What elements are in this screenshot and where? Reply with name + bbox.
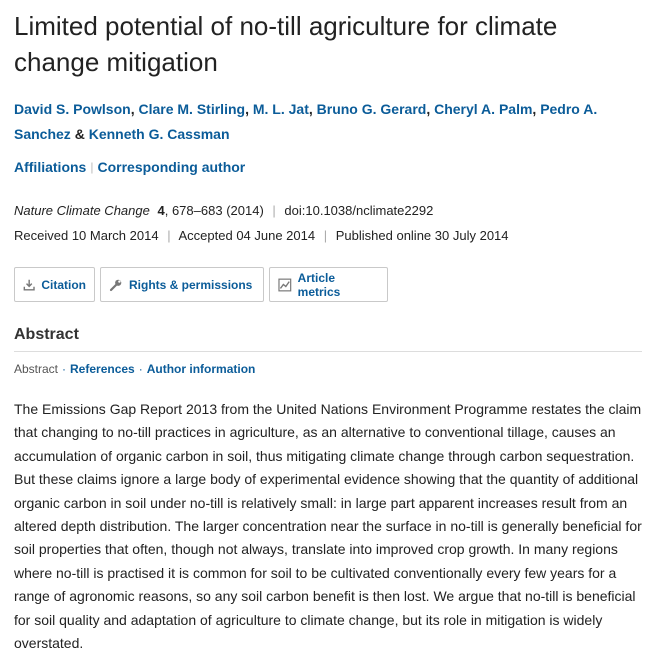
author-link[interactable]: Bruno G. Gerard bbox=[316, 101, 427, 117]
nav-current-abstract: Abstract bbox=[14, 362, 59, 376]
section-nav: Abstract · References · Author information bbox=[14, 362, 256, 376]
author-link[interactable]: Clare M. Stirling bbox=[138, 101, 246, 117]
author-link[interactable]: Pedro A. Sanchez bbox=[14, 101, 598, 142]
author-link[interactable]: Cheryl A. Palm bbox=[434, 101, 533, 117]
journal-year: (2014) bbox=[226, 203, 264, 218]
nav-references-link[interactable]: References bbox=[70, 362, 135, 376]
abstract-heading: Abstract bbox=[14, 326, 79, 343]
author-link[interactable]: David S. Powlson bbox=[14, 101, 131, 117]
accepted-label: Accepted bbox=[178, 228, 233, 243]
author-link[interactable]: Kenneth G. Cassman bbox=[88, 126, 230, 142]
published-label: Published online bbox=[335, 228, 432, 243]
metrics-label: Article metrics bbox=[297, 270, 341, 299]
article-metrics-button[interactable] bbox=[269, 267, 388, 302]
download-icon bbox=[23, 278, 35, 292]
divider: | bbox=[323, 228, 328, 243]
author-list: David S. Powlson, Clare M. Stirling, M. L. Jat, Bruno G. Gerard, Cheryl A. Palm, Pedro A. Sanchez & Kenneth G. Cassman bbox=[14, 101, 598, 142]
rights-permissions-button[interactable] bbox=[100, 267, 264, 302]
author-link[interactable]: M. L. Jat bbox=[252, 101, 309, 117]
abstract-body: The Emissions Gap Report 2013 from the United Nations Environment Programme restates the claim that changing to no-till practices in agriculture, as an alternative to conventional tillage, causes an accumulation of organic carbon in soil, thus mitigating climate change through carbon sequestration. But these claims ignore a large body of experimental evidence showing that the quantity of additional organic carbon in soil under no-till is relatively small: in large part apparent increases result from an altered depth distribution. The larger concentration near the surface in no-till is generally beneficial for soil properties that often, though not always, translate into improved crop growth. In many regions where no-till is practised it is common for soil to be cultivated conventionally every few years for a range of agronomic reasons, so any soil carbon benefit is then lost. We argue that no-till is beneficial for soil quality and adaptation of agriculture to climate change, but its role in mitigation is widely overstated. bbox=[14, 401, 642, 652]
divider: | bbox=[272, 203, 276, 218]
nav-author-info-link[interactable]: Author information bbox=[146, 362, 256, 376]
chart-icon bbox=[278, 278, 292, 292]
history-dates bbox=[14, 225, 509, 247]
corresponding-author-link[interactable]: Corresponding author bbox=[97, 159, 246, 175]
author-links bbox=[14, 156, 245, 179]
journal-name: Nature Climate Change bbox=[14, 203, 150, 218]
article-tools bbox=[14, 267, 388, 302]
accepted-date: 04 June 2014 bbox=[236, 228, 316, 243]
received-label: Received bbox=[14, 228, 69, 243]
rights-label: Rights & permissions bbox=[129, 277, 253, 292]
citation-label: Citation bbox=[41, 277, 86, 292]
journal-pages: 678–683 bbox=[171, 203, 223, 218]
article-title: Limited potential of no-till agriculture for climate change mitigation bbox=[14, 11, 558, 77]
doi: doi:10.1038/nclimate2292 bbox=[284, 203, 434, 218]
journal-volume: 4 bbox=[157, 203, 165, 218]
published-date: 30 July 2014 bbox=[434, 228, 509, 243]
citation-line: Nature Climate Change 4, 678–683 (2014) | doi:10.1038/nclimate2292 bbox=[14, 203, 434, 218]
wrench-icon bbox=[109, 278, 123, 292]
received-date: 10 March 2014 bbox=[71, 228, 159, 243]
divider: | bbox=[167, 228, 171, 243]
affiliations-link[interactable]: Affiliations bbox=[14, 159, 87, 175]
citation-button[interactable] bbox=[14, 267, 95, 302]
link-separator: | bbox=[90, 160, 94, 174]
section-divider bbox=[14, 351, 642, 352]
